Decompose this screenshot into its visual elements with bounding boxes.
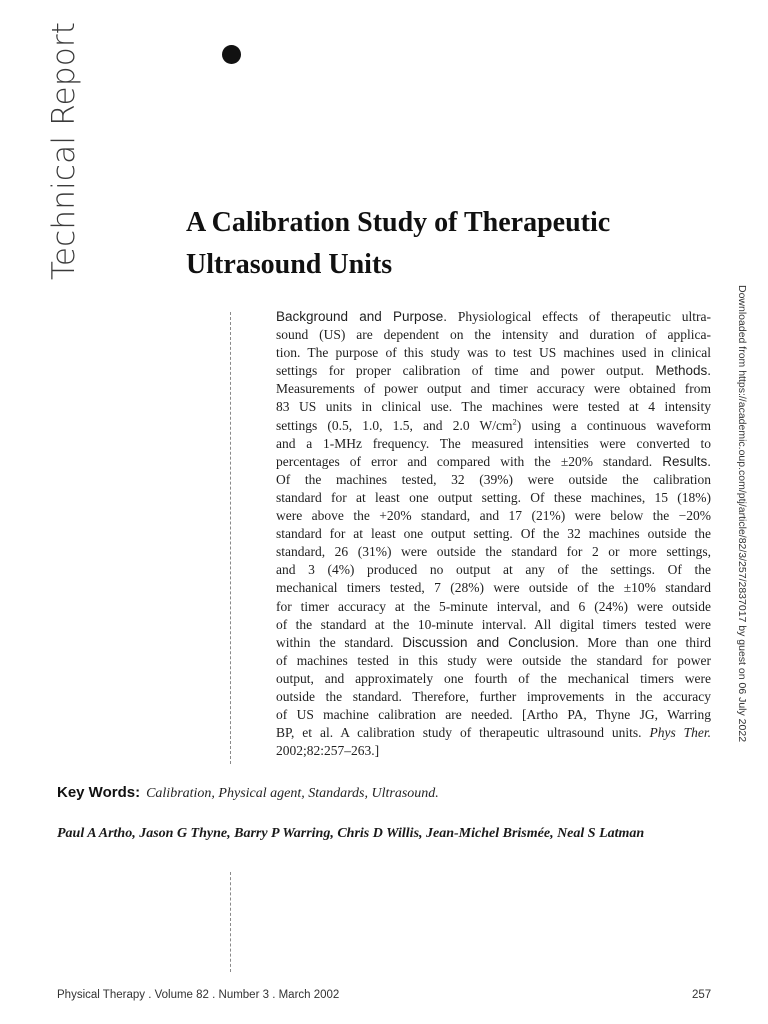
key-words — [57, 784, 439, 802]
abstract-line: and a 1-MHz frequency. The measured intensities were converted to — [276, 435, 711, 451]
key-words-label: Key Words: — [57, 784, 141, 801]
abstract-line: 2002;82:257–263.] — [276, 743, 380, 759]
abstract — [276, 308, 711, 760]
abstract-line: standard, 26 (31%) were outside the standard for 2 or more settings, — [276, 544, 711, 560]
abstract-line: within the standard. Discussion and Conclusion. More than one third — [276, 634, 711, 650]
abstract-line: output, and approximately one fourth of the mechanical timers were — [276, 670, 711, 686]
article-title-line-1: A Calibration Study of Therapeutic — [186, 207, 611, 238]
abstract-line: and 3 (4%) produced no output at any of the settings. Of the — [276, 562, 711, 578]
abstract-line: were above the +20% standard, and 17 (21%) were below the −20% — [276, 508, 711, 524]
abstract-line: Of the machines tested, 32 (39%) were outside the calibration — [276, 471, 711, 487]
decorative-bullet — [222, 45, 241, 64]
abstract-line: BP, et al. A calibration study of therapeutic ultrasound units. Phys Ther. — [276, 725, 712, 741]
background-heading: Background and Purpose. — [276, 309, 448, 324]
abstract-line: for timer accuracy at the 5-minute interval, and 6 (24%) were outside — [276, 598, 711, 614]
abstract-line: Background and Purpose. Physiological effects of therapeutic ultra- — [276, 309, 711, 324]
abstract-line: of machines tested in this study were outside the standard for power — [276, 652, 711, 668]
abstract-line: sound (US) are dependent on the intensity and duration of applica- — [276, 327, 711, 343]
discussion-heading: Discussion and Conclusion. — [402, 634, 579, 650]
author-list: Paul A Artho, Jason G Thyne, Barry P Warring, Chris D Willis, Jean-Michel Brismée, Neal S Latman — [57, 826, 645, 841]
abstract-line: standard for at least one output setting. Of the 32 machines outside the — [276, 526, 711, 542]
margin-rule-lower — [230, 872, 231, 972]
article-title-line-2: Ultrasound Units — [186, 249, 393, 280]
abstract-line: standard for at least one output setting. Of these machines, 15 (18%) — [276, 489, 711, 505]
abstract-line: 83 US units in clinical use. The machines were tested at 4 intensity — [276, 399, 711, 415]
article-title — [186, 202, 706, 286]
key-words-text: Calibration, Physical agent, Standards, Ultrasound. — [146, 786, 439, 801]
abstract-line: percentages of error and compared with the ±20% standard. Results. — [276, 453, 711, 469]
journal-footer: Physical Therapy . Volume 82 . Number 3 . March 2002 — [57, 989, 340, 1001]
section-label: Technical Report — [46, 21, 82, 280]
abstract-line: settings (0.5, 1.0, 1.5, and 2.0 $W/cm^2$) using a continuous waveform — [276, 416, 712, 433]
abstract-line: of US machine calibration are needed. [Artho PA, Thyne JG, Warring — [276, 707, 711, 723]
abstract-line: tion. The purpose of this study was to test US machines used in clinical — [276, 345, 711, 361]
abstract-line: mechanical timers tested, 7 (28%) were outside of the ±10% standard — [276, 580, 711, 596]
abstract-line: settings for proper calibration of time and power output. Methods. — [276, 363, 712, 379]
download-watermark: Downloaded from https://academic.oup.com/ptj/article/82/3/257/2837017 by guest on 06 July 2022 — [736, 285, 748, 743]
journal-name: Phys Ther. — [649, 725, 712, 741]
page-number: 257 — [692, 989, 712, 1001]
methods-heading: Methods. — [655, 363, 712, 379]
results-heading: Results. — [662, 453, 711, 469]
abstract-line: Measurements of power output and timer accuracy were obtained from — [276, 381, 711, 397]
margin-rule-abstract — [230, 312, 231, 764]
abstract-line: of the standard at the 10-minute interval. All digital timers tested were — [276, 616, 711, 632]
abstract-line: outside the standard. Therefore, further improvements in the accuracy — [276, 688, 711, 704]
